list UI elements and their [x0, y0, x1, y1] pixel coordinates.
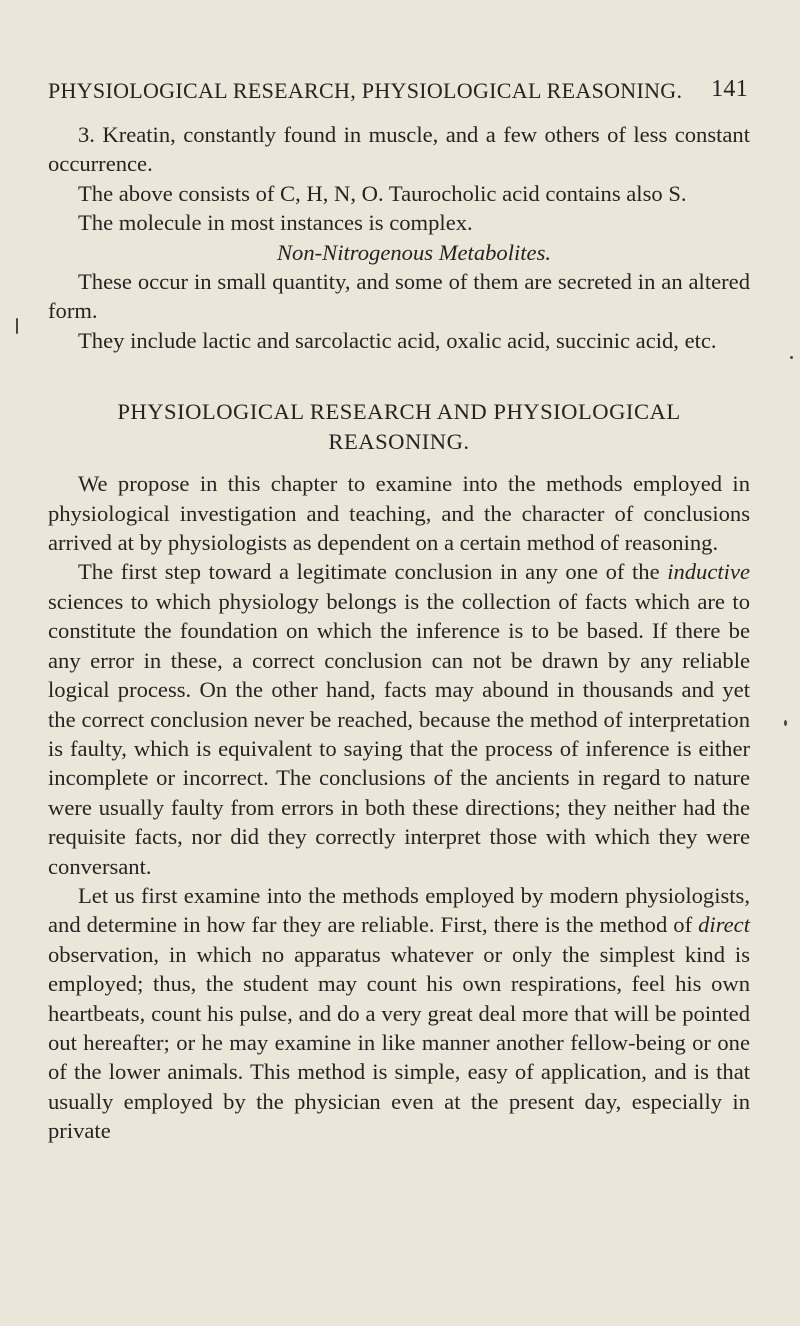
paragraph-methods: [48, 881, 750, 1146]
paragraph-first-step-a: The first step toward a legitimate conclusion in any one of the: [78, 559, 668, 585]
paragraph-first-step: [48, 557, 750, 880]
subheading-non-nitrogenous: Non-Nitrogenous Metabolites.: [276, 239, 552, 265]
paragraph-methods-a: Let us first examine into the methods employed by modern physiologists, and determine in how far they are reliable. First, there is the method of: [48, 882, 750, 938]
running-title: PHYSIOLOGICAL RESEARCH, PHYSIOLOGICAL REASONING.: [48, 78, 683, 103]
paragraph-intro: We propose in this chapter to examine into the methods employed in physiological investigation and teaching, and the character of conclusions arrived at by physiologists as dependent on a certain method of reasoning.: [48, 471, 750, 556]
chapter-title-line-2: REASONING.: [328, 429, 470, 455]
italic-inductive: inductive: [667, 559, 750, 585]
chapter-title: [48, 397, 750, 457]
paragraph-acids: They include lactic and sarcolactic acid, oxalic acid, succinic acid, etc.: [78, 327, 717, 353]
paragraph-quantity: These occur in small quantity, and some of them are secreted in an altered form.: [48, 269, 750, 324]
page-number: 141: [711, 76, 748, 102]
print-speck: [16, 318, 18, 334]
print-speck: [790, 356, 793, 359]
paragraph-first-step-b: sciences to which physiology belongs is the collection of facts which are to constitute the foundation on which the inference is to be based. If there be any error in these, a correct conclusion can not be drawn by any reliable logical process. On the other hand, facts may abound in thousands and yet the correct conclusion never be reached, because the method of interpretation is faulty, which is equivalent to saying that the process of inference is either incomplete or incorrect. The conclusions of the ancients in regard to nature were usually faulty from errors in both these directions; they neither had the requisite facts, nor did they correctly interpret those with which they were conversant.: [48, 588, 750, 879]
paragraph-molecule: The molecule in most instances is complex.: [78, 210, 473, 236]
running-head: [48, 78, 748, 104]
body-text: [48, 120, 750, 1146]
paragraph-composition: The above consists of C, H, N, O. Taurocholic acid contains also S.: [78, 180, 687, 206]
chapter-title-line-1: PHYSIOLOGICAL RESEARCH AND PHYSIOLOGICAL: [117, 399, 681, 425]
italic-direct: direct: [698, 912, 750, 938]
paragraph-methods-b: observation, in which no apparatus whatever or only the simplest kind is employed; thus, the student may count his own respirations, feel his own heartbeats, count his pulse, and do a very great deal more that will be pointed out hereafter; or he may examine in like manner another fellow-being or one of the lower animals. This method is simple, easy of application, and is that usually employed by the physician even at the present day, especially in private: [48, 941, 750, 1144]
paragraph-kreatin: 3. Kreatin, constantly found in muscle, and a few others of less constant occurrence.: [48, 122, 750, 177]
print-speck: [784, 720, 787, 726]
